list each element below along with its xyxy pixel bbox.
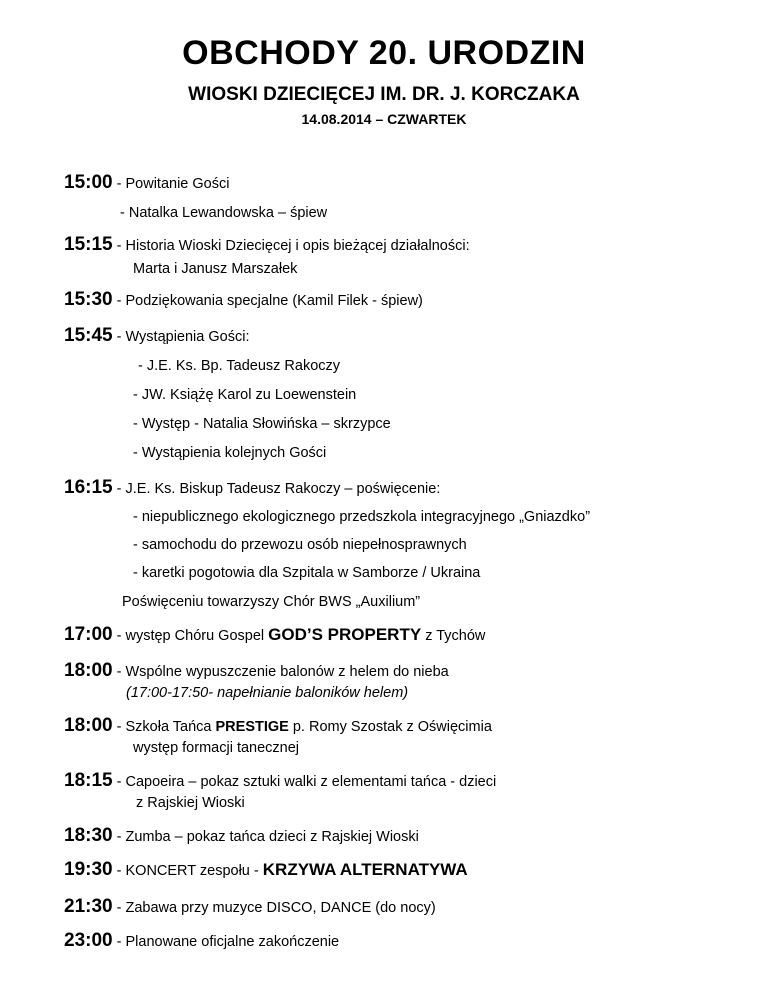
schedule-text: - Podziękowania specjalne (Kamil Filek - śpiew) [112,293,423,309]
schedule-subitem: - karetki pogotowia dla Szpitala w Samborze / Ukraina [133,565,481,581]
schedule-time: 16:15 [64,477,113,498]
schedule-item [64,234,470,256]
schedule-text: - Planowane oficjalne zakończenie [112,934,340,950]
page-title: OBCHODY 20. URODZIN [182,34,586,72]
schedule-time: 15:00 [64,172,113,193]
schedule-item [64,660,449,682]
schedule-subitem: - samochodu do przewozu osób niepełnosprawnych [133,537,467,553]
schedule-time: 18:00 [64,660,113,681]
schedule-item [64,172,229,194]
schedule-text: - Capoeira – pokaz sztuki walki z elementami tańca - dzieci [112,774,497,790]
performer-name: PRESTIGE [215,719,289,735]
schedule-text: - Zumba – pokaz tańca dzieci z Rajskiej Wioski [112,829,419,845]
schedule-text: - występ Chóru Gospel [112,628,269,644]
schedule-subitem: Poświęceniu towarzyszy Chór BWS „Auxilium” [122,594,421,610]
schedule-time: 21:30 [64,896,113,917]
schedule-time: 23:00 [64,930,113,951]
schedule-time: 15:15 [64,234,113,255]
schedule-item [64,477,440,499]
schedule-subitem: - JW. Książę Karol zu Loewenstein [133,387,357,403]
schedule-item [64,715,492,737]
schedule-item [64,770,496,792]
schedule-item [64,624,485,646]
schedule-item [64,930,339,952]
event-date: 14.08.2014 – CZWARTEK [301,111,467,127]
schedule-time: 18:30 [64,825,113,846]
performer-name: KRZYWA ALTERNATYWA [262,860,468,879]
schedule-subitem: - niepublicznego ekologicznego przedszkola integracyjnego „Gniazdko” [133,509,591,525]
schedule-item [64,859,468,881]
schedule-subitem: - Natalka Lewandowska – śpiew [120,205,328,221]
schedule-time: 15:45 [64,325,113,346]
schedule-subitem: występ formacji tanecznej [133,740,300,756]
schedule-item [64,825,419,847]
page-subtitle: WIOSKI DZIECIĘCEJ IM. DR. J. KORCZAKA [188,84,580,105]
schedule-text: - KONCERT zespołu - [112,863,263,879]
schedule-text: - J.E. Ks. Biskup Tadeusz Rakoczy – poświęcenie: [112,481,441,497]
schedule-subitem: (17:00-17:50- napełnianie baloników helem) [126,685,409,701]
schedule-subitem: - Występ - Natalia Słowińska – skrzypce [133,416,391,432]
schedule-item [64,289,423,311]
schedule-subitem: z Rajskiej Wioski [136,795,245,811]
schedule-time: 18:15 [64,770,113,791]
schedule-text: - Wystąpienia Gości: [112,329,250,345]
schedule-subitem: - Wystąpienia kolejnych Gości [133,445,327,461]
schedule-text: - Historia Wioski Dziecięcej i opis bieżącej działalności: [112,238,470,254]
schedule-text: - Zabawa przy muzyce DISCO, DANCE (do nocy) [112,900,436,916]
schedule-text: p. Romy Szostak z Oświęcimia [288,719,492,735]
schedule-subitem: - J.E. Ks. Bp. Tadeusz Rakoczy [138,358,341,374]
schedule-text: - Wspólne wypuszczenie balonów z helem do nieba [112,664,449,680]
schedule-item [64,325,249,347]
schedule-item [64,896,436,918]
schedule-time: 18:00 [64,715,113,736]
schedule-text: - Powitanie Gości [112,176,230,192]
schedule-time: 19:30 [64,859,113,880]
schedule-text: - Szkoła Tańca [112,719,216,735]
schedule-time: 17:00 [64,624,113,645]
performer-name: GOD’S PROPERTY [268,625,422,644]
schedule-time: 15:30 [64,289,113,310]
schedule-text: z Tychów [421,628,486,644]
schedule-subitem: Marta i Janusz Marszałek [133,261,298,277]
